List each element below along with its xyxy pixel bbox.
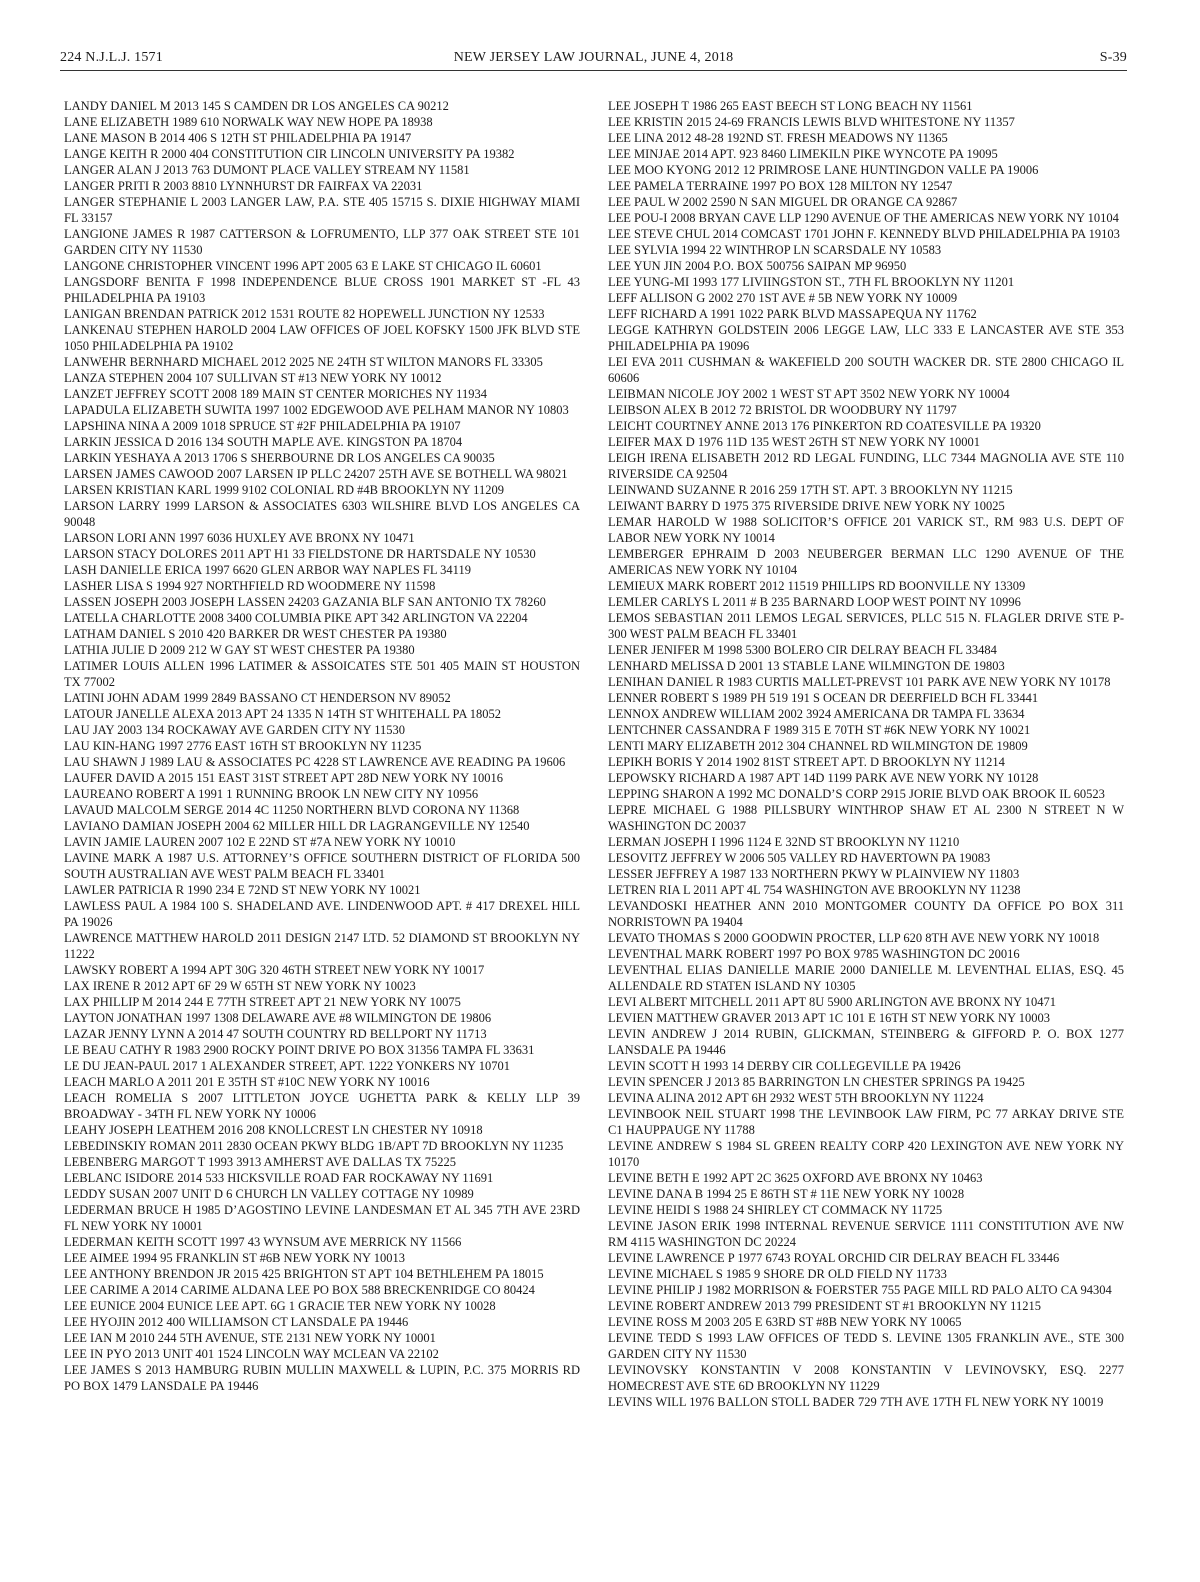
attorney-entry: LEBENBERG MARGOT T 1993 3913 AMHERST AVE DALLAS TX 75225 xyxy=(64,1155,457,1169)
attorney-entry: LEACH ROMELIA S 2007 LITTLETON JOYCE UGHETTA PARK & KELLY LLP 39 BROADWAY - 34TH FL NEW YORK NY 10006 xyxy=(64,1091,580,1121)
attorney-entry: LANE ELIZABETH 1989 610 NORWALK WAY NEW HOPE PA 18938 xyxy=(64,115,433,129)
attorney-entry: LEE YUNG-MI 1993 177 LIVIINGSTON ST., 7TH FL BROOKLYN NY 11201 xyxy=(608,275,1015,289)
attorney-entry: LEMIEUX MARK ROBERT 2012 11519 PHILLIPS RD BOONVILLE NY 13309 xyxy=(608,579,1026,593)
attorney-entry: LEVIN SPENCER J 2013 85 BARRINGTON LN CHESTER SPRINGS PA 19425 xyxy=(608,1075,1025,1089)
attorney-entry: LEIFER MAX D 1976 11D 135 WEST 26TH ST NEW YORK NY 10001 xyxy=(608,435,980,449)
attorney-entry: LANE MASON B 2014 406 S 12TH ST PHILADELPHIA PA 19147 xyxy=(64,131,412,145)
attorney-entry: LAPADULA ELIZABETH SUWITA 1997 1002 EDGEWOOD AVE PELHAM MANOR NY 10803 xyxy=(64,403,569,417)
attorney-entry: LANKENAU STEPHEN HAROLD 2004 LAW OFFICES OF JOEL KOFSKY 1500 JFK BLVD STE 1050 PHILADELPHIA PA 19102 xyxy=(64,323,580,353)
attorney-entry: LAVIN JAMIE LAUREN 2007 102 E 22ND ST #7A NEW YORK NY 10010 xyxy=(64,835,456,849)
attorney-entry: LAUREANO ROBERT A 1991 1 RUNNING BROOK LN NEW CITY NY 10956 xyxy=(64,787,479,801)
attorney-entry: LEIBMAN NICOLE JOY 2002 1 WEST ST APT 3502 NEW YORK NY 10004 xyxy=(608,387,1010,401)
attorney-entry: LAVAUD MALCOLM SERGE 2014 4C 11250 NORTHERN BLVD CORONA NY 11368 xyxy=(64,803,520,817)
attorney-entry: LASH DANIELLE ERICA 1997 6620 GLEN ARBOR WAY NAPLES FL 34119 xyxy=(64,563,471,577)
attorney-entry: LEE SYLVIA 1994 22 WINTHROP LN SCARSDALE NY 10583 xyxy=(608,243,942,257)
attorney-entry: LEE MINJAE 2014 APT. 923 8460 LIMEKILN PIKE WYNCOTE PA 19095 xyxy=(608,147,998,161)
attorney-entry: LEVINE BETH E 1992 APT 2C 3625 OXFORD AVE BRONX NY 10463 xyxy=(608,1171,983,1185)
attorney-entry: LEINWAND SUZANNE R 2016 259 17TH ST. APT. 3 BROOKLYN NY 11215 xyxy=(608,483,1013,497)
attorney-entry: LE DU JEAN-PAUL 2017 1 ALEXANDER STREET, APT. 1222 YONKERS NY 10701 xyxy=(64,1059,510,1073)
attorney-entry: LEE JOSEPH T 1986 265 EAST BEECH ST LONG BEACH NY 11561 xyxy=(608,99,973,113)
attorney-entry: LANWEHR BERNHARD MICHAEL 2012 2025 NE 24TH ST WILTON MANORS FL 33305 xyxy=(64,355,543,369)
attorney-entry: LAUFER DAVID A 2015 151 EAST 31ST STREET APT 28D NEW YORK NY 10016 xyxy=(64,771,504,785)
attorney-entry: LANGONE CHRISTOPHER VINCENT 1996 APT 2005 63 E LAKE ST CHICAGO IL 60601 xyxy=(64,259,542,273)
attorney-entry: LARSON STACY DOLORES 2011 APT H1 33 FIELDSTONE DR HARTSDALE NY 10530 xyxy=(64,547,536,561)
attorney-entry: LANZA STEPHEN 2004 107 SULLIVAN ST #13 NEW YORK NY 10012 xyxy=(64,371,442,385)
attorney-entry: LEVINE TEDD S 1993 LAW OFFICES OF TEDD S. LEVINE 1305 FRANKLIN AVE., STE 300 GARDEN CITY NY 11530 xyxy=(608,1331,1124,1361)
attorney-entry: LEVINOVSKY KONSTANTIN V 2008 KONSTANTIN V LEVINOVSKY, ESQ. 2277 HOMECREST AVE STE 6D BROOKLYN NY 11229 xyxy=(608,1363,1124,1393)
attorney-entry: LAX IRENE R 2012 APT 6F 29 W 65TH ST NEW YORK NY 10023 xyxy=(64,979,416,993)
attorney-entry: LATINI JOHN ADAM 1999 2849 BASSANO CT HENDERSON NV 89052 xyxy=(64,691,451,705)
attorney-entry: LENNER ROBERT S 1989 PH 519 191 S OCEAN DR DEERFIELD BCH FL 33441 xyxy=(608,691,1039,705)
attorney-entry: LATHAM DANIEL S 2010 420 BARKER DR WEST CHESTER PA 19380 xyxy=(64,627,447,641)
attorney-entry: LAU JAY 2003 134 ROCKAWAY AVE GARDEN CITY NY 11530 xyxy=(64,723,406,737)
attorney-entry: LEPIKH BORIS Y 2014 1902 81ST STREET APT. D BROOKLYN NY 11214 xyxy=(608,755,1005,769)
attorney-entry: LEDERMAN BRUCE H 1985 D’AGOSTINO LEVINE LANDESMAN ET AL 345 7TH AVE 23RD FL NEW YORK NY 10001 xyxy=(64,1203,580,1233)
attorney-entry: LEFF RICHARD A 1991 1022 PARK BLVD MASSAPEQUA NY 11762 xyxy=(608,307,977,321)
page-header xyxy=(60,48,1127,68)
attorney-entry: LEVINE DANA B 1994 25 E 86TH ST # 11E NEW YORK NY 10028 xyxy=(608,1187,965,1201)
attorney-entry: LESSER JEFFREY A 1987 133 NORTHERN PKWY W PLAINVIEW NY 11803 xyxy=(608,867,1020,881)
attorney-entry: LEVINE ROSS M 2003 205 E 63RD ST #8B NEW YORK NY 10065 xyxy=(608,1315,962,1329)
attorney-entry: LEVENTHAL MARK ROBERT 1997 PO BOX 9785 WASHINGTON DC 20016 xyxy=(608,947,1020,961)
attorney-entry: LARSEN KRISTIAN KARL 1999 9102 COLONIAL RD #4B BROOKLYN NY 11209 xyxy=(64,483,504,497)
attorney-entry: LENTI MARY ELIZABETH 2012 304 CHANNEL RD WILMINGTON DE 19809 xyxy=(608,739,1028,753)
attorney-entry: LANGER PRITI R 2003 8810 LYNNHURST DR FAIRFAX VA 22031 xyxy=(64,179,423,193)
attorney-entry: LEMLER CARLYS L 2011 # B 235 BARNARD LOOP WEST POINT NY 10996 xyxy=(608,595,1021,609)
attorney-entry: LEVINE ROBERT ANDREW 2013 799 PRESIDENT ST #1 BROOKLYN NY 11215 xyxy=(608,1299,1041,1313)
attorney-entry: LEDDY SUSAN 2007 UNIT D 6 CHURCH LN VALLEY COTTAGE NY 10989 xyxy=(64,1187,474,1201)
attorney-entry: LEE IN PYO 2013 UNIT 401 1524 LINCOLN WAY MCLEAN VA 22102 xyxy=(64,1347,439,1361)
attorney-entry: LEI EVA 2011 CUSHMAN & WAKEFIELD 200 SOUTH WACKER DR. STE 2800 CHICAGO IL 60606 xyxy=(608,355,1124,385)
attorney-entry: LEPRE MICHAEL G 1988 PILLSBURY WINTHROP SHAW ET AL 2300 N STREET N W WASHINGTON DC 20037 xyxy=(608,803,1124,833)
attorney-entry: LAZAR JENNY LYNN A 2014 47 SOUTH COUNTRY RD BELLPORT NY 11713 xyxy=(64,1027,487,1041)
attorney-entry: LEE LINA 2012 48-28 192ND ST. FRESH MEADOWS NY 11365 xyxy=(608,131,948,145)
attorney-entry: LEE KRISTIN 2015 24-69 FRANCIS LEWIS BLVD WHITESTONE NY 11357 xyxy=(608,115,1015,129)
attorney-entry: LANGER STEPHANIE L 2003 LANGER LAW, P.A. STE 405 15715 S. DIXIE HIGHWAY MIAMI FL 33157 xyxy=(64,195,580,225)
attorney-entry: LEBLANC ISIDORE 2014 533 HICKSVILLE ROAD FAR ROCKAWAY NY 11691 xyxy=(64,1171,494,1185)
attorney-entry: LEE EUNICE 2004 EUNICE LEE APT. 6G 1 GRACIE TER NEW YORK NY 10028 xyxy=(64,1299,496,1313)
attorney-entry: LEVIEN MATTHEW GRAVER 2013 APT 1C 101 E 16TH ST NEW YORK NY 10003 xyxy=(608,1011,1051,1025)
attorney-entry: LEVINE ANDREW S 1984 SL GREEN REALTY CORP 420 LEXINGTON AVE NEW YORK NY 10170 xyxy=(608,1139,1124,1169)
attorney-entry: LETREN RIA L 2011 APT 4L 754 WASHINGTON AVE BROOKLYN NY 11238 xyxy=(608,883,1021,897)
attorney-entry: LEMBERGER EPHRAIM D 2003 NEUBERGER BERMAN LLC 1290 AVENUE OF THE AMERICAS NEW YORK NY 10104 xyxy=(608,547,1124,577)
attorney-entry: LEVENTHAL ELIAS DANIELLE MARIE 2000 DANIELLE M. LEVENTHAL ELIAS, ESQ. 45 ALLENDALE RD STATEN ISLAND NY 10305 xyxy=(608,963,1124,993)
attorney-entry: LEE CARIME A 2014 CARIME ALDANA LEE PO BOX 588 BRECKENRIDGE CO 80424 xyxy=(64,1283,535,1297)
header-publication-title: NEW JERSEY LAW JOURNAL, JUNE 4, 2018 xyxy=(453,50,734,65)
attorney-entry: LEE STEVE CHUL 2014 COMCAST 1701 JOHN F. KENNEDY BLVD PHILADELPHIA PA 19103 xyxy=(608,227,1120,241)
attorney-entry: LARSEN JAMES CAWOOD 2007 LARSEN IP PLLC 24207 25TH AVE SE BOTHELL WA 98021 xyxy=(64,467,568,481)
attorney-entry: LEE IAN M 2010 244 5TH AVENUE, STE 2131 NEW YORK NY 10001 xyxy=(64,1331,436,1345)
attorney-entry: LEVINE MICHAEL S 1985 9 SHORE DR OLD FIELD NY 11733 xyxy=(608,1267,947,1281)
attorney-entry: LENTCHNER CASSANDRA F 1989 315 E 70TH ST #6K NEW YORK NY 10021 xyxy=(608,723,1031,737)
attorney-entry: LEPPING SHARON A 1992 MC DONALD’S CORP 2915 JORIE BLVD OAK BROOK IL 60523 xyxy=(608,787,1105,801)
attorney-entry: LEVINS WILL 1976 BALLON STOLL BADER 729 7TH AVE 17TH FL NEW YORK NY 10019 xyxy=(608,1395,1104,1409)
attorney-entry: LEACH MARLO A 2011 201 E 35TH ST #10C NEW YORK NY 10016 xyxy=(64,1075,430,1089)
attorney-entry: LAWLER PATRICIA R 1990 234 E 72ND ST NEW YORK NY 10021 xyxy=(64,883,421,897)
attorney-entry: LATHIA JULIE D 2009 212 W GAY ST WEST CHESTER PA 19380 xyxy=(64,643,415,657)
attorney-entry: LEVIN SCOTT H 1993 14 DERBY CIR COLLEGEVILLE PA 19426 xyxy=(608,1059,961,1073)
attorney-entry: LEE POU-I 2008 BRYAN CAVE LLP 1290 AVENUE OF THE AMERICAS NEW YORK NY 10104 xyxy=(608,211,1119,225)
attorney-entry: LEE JAMES S 2013 HAMBURG RUBIN MULLIN MAXWELL & LUPIN, P.C. 375 MORRIS RD PO BOX 1479 LANSDALE PA 19446 xyxy=(64,1363,580,1393)
attorney-entry: LAWLESS PAUL A 1984 100 S. SHADELAND AVE. LINDENWOOD APT. # 417 DREXEL HILL PA 19026 xyxy=(64,899,580,929)
attorney-entry: LAU SHAWN J 1989 LAU & ASSOCIATES PC 4228 ST LAWRENCE AVE READING PA 19606 xyxy=(64,755,566,769)
attorney-entry: LARKIN JESSICA D 2016 134 SOUTH MAPLE AVE. KINGSTON PA 18704 xyxy=(64,435,463,449)
attorney-entry: LEICHT COURTNEY ANNE 2013 176 PINKERTON RD COATESVILLE PA 19320 xyxy=(608,419,1041,433)
attorney-entry: LAWSKY ROBERT A 1994 APT 30G 320 46TH STREET NEW YORK NY 10017 xyxy=(64,963,485,977)
header-citation: 224 N.J.L.J. 1571 xyxy=(60,50,163,65)
attorney-entry: LEVINA ALINA 2012 APT 6H 2932 WEST 5TH BROOKLYN NY 11224 xyxy=(608,1091,984,1105)
attorney-entry: LAVINE MARK A 1987 U.S. ATTORNEY’S OFFICE SOUTHERN DISTRICT OF FLORIDA 500 SOUTH AUSTRALIAN AVE WEST PALM BEACH FL 33401 xyxy=(64,851,580,881)
attorney-entry: LARSON LARRY 1999 LARSON & ASSOCIATES 6303 WILSHIRE BLVD LOS ANGELES CA 90048 xyxy=(64,499,580,529)
attorney-entry: LE BEAU CATHY R 1983 2900 ROCKY POINT DRIVE PO BOX 31356 TAMPA FL 33631 xyxy=(64,1043,535,1057)
attorney-entry: LENIHAN DANIEL R 1983 CURTIS MALLET-PREVST 101 PARK AVE NEW YORK NY 10178 xyxy=(608,675,1111,689)
header-rule xyxy=(60,70,1127,71)
attorney-entry: LARSON LORI ANN 1997 6036 HUXLEY AVE BRONX NY 10471 xyxy=(64,531,415,545)
attorney-entry: LATOUR JANELLE ALEXA 2013 APT 24 1335 N 14TH ST WHITEHALL PA 18052 xyxy=(64,707,502,721)
attorney-entry: LEVANDOSKI HEATHER ANN 2010 MONTGOMER COUNTY DA OFFICE PO BOX 311 NORRISTOWN PA 19404 xyxy=(608,899,1124,929)
attorney-entry: LEAHY JOSEPH LEATHEM 2016 208 KNOLLCREST LN CHESTER NY 10918 xyxy=(64,1123,483,1137)
attorney-entry: LEE MOO KYONG 2012 12 PRIMROSE LANE HUNTINGDON VALLE PA 19006 xyxy=(608,163,1039,177)
attorney-entry: LANZET JEFFREY SCOTT 2008 189 MAIN ST CENTER MORICHES NY 11934 xyxy=(64,387,487,401)
attorney-entry: LARKIN YESHAYA A 2013 1706 S SHERBOURNE DR LOS ANGELES CA 90035 xyxy=(64,451,495,465)
attorney-entry: LEMOS SEBASTIAN 2011 LEMOS LEGAL SERVICES, PLLC 515 N. FLAGLER DRIVE STE P-300 WEST PALM BEACH FL 33401 xyxy=(608,611,1124,641)
attorney-entry: LEE HYOJIN 2012 400 WILLIAMSON CT LANSDALE PA 19446 xyxy=(64,1315,409,1329)
attorney-entry: LEVINBOOK NEIL STUART 1998 THE LEVINBOOK LAW FIRM, PC 77 ARKAY DRIVE STE C1 HAUPPAUGE NY 11788 xyxy=(608,1107,1124,1137)
attorney-entry: LANGE KEITH R 2000 404 CONSTITUTION CIR LINCOLN UNIVERSITY PA 19382 xyxy=(64,147,515,161)
attorney-entry: LEIBSON ALEX B 2012 72 BRISTOL DR WOODBURY NY 11797 xyxy=(608,403,957,417)
attorney-entry: LASSEN JOSEPH 2003 JOSEPH LASSEN 24203 GAZANIA BLF SAN ANTONIO TX 78260 xyxy=(64,595,546,609)
right-column xyxy=(608,98,1124,1410)
attorney-entry: LEIWANT BARRY D 1975 375 RIVERSIDE DRIVE NEW YORK NY 10025 xyxy=(608,499,1005,513)
attorney-entry: LAWRENCE MATTHEW HAROLD 2011 DESIGN 2147 LTD. 52 DIAMOND ST BROOKLYN NY 11222 xyxy=(64,931,580,961)
attorney-entry: LEGGE KATHRYN GOLDSTEIN 2006 LEGGE LAW, LLC 333 E LANCASTER AVE STE 353 PHILADELPHIA PA 19096 xyxy=(608,323,1124,353)
attorney-entry: LEBEDINSKIY ROMAN 2011 2830 OCEAN PKWY BLDG 1B/APT 7D BROOKLYN NY 11235 xyxy=(64,1139,564,1153)
attorney-entry: LENHARD MELISSA D 2001 13 STABLE LANE WILMINGTON DE 19803 xyxy=(608,659,1005,673)
attorney-entry: LANGIONE JAMES R 1987 CATTERSON & LOFRUMENTO, LLP 377 OAK STREET STE 101 GARDEN CITY NY 11530 xyxy=(64,227,580,257)
attorney-entry: LENNOX ANDREW WILLIAM 2002 3924 AMERICANA DR TAMPA FL 33634 xyxy=(608,707,1025,721)
attorney-entry: LAU KIN-HANG 1997 2776 EAST 16TH ST BROOKLYN NY 11235 xyxy=(64,739,422,753)
attorney-entry: LEPOWSKY RICHARD A 1987 APT 14D 1199 PARK AVE NEW YORK NY 10128 xyxy=(608,771,1039,785)
attorney-entry: LEVINE PHILIP J 1982 MORRISON & FOERSTER 755 PAGE MILL RD PALO ALTO CA 94304 xyxy=(608,1283,1112,1297)
attorney-entry: LAVIANO DAMIAN JOSEPH 2004 62 MILLER HILL DR LAGRANGEVILLE NY 12540 xyxy=(64,819,530,833)
attorney-entry: LEVINE JASON ERIK 1998 INTERNAL REVENUE SERVICE 1111 CONSTITUTION AVE NW RM 4115 WASHINGTON DC 20224 xyxy=(608,1219,1124,1249)
attorney-entry: LEVATO THOMAS S 2000 GOODWIN PROCTER, LLP 620 8TH AVE NEW YORK NY 10018 xyxy=(608,931,1100,945)
attorney-entry: LEE ANTHONY BRENDON JR 2015 425 BRIGHTON ST APT 104 BETHLEHEM PA 18015 xyxy=(64,1267,544,1281)
attorney-entry: LANGSDORF BENITA F 1998 INDEPENDENCE BLUE CROSS 1901 MARKET ST -FL 43 PHILADELPHIA PA 19103 xyxy=(64,275,580,305)
attorney-entry: LEVIN ANDREW J 2014 RUBIN, GLICKMAN, STEINBERG & GIFFORD P. O. BOX 1277 LANSDALE PA 19446 xyxy=(608,1027,1124,1057)
attorney-entry: LAPSHINA NINA A 2009 1018 SPRUCE ST #2F PHILADELPHIA PA 19107 xyxy=(64,419,461,433)
header-page-number: S-39 xyxy=(1099,50,1127,65)
attorney-entry: LEVINE LAWRENCE P 1977 6743 ROYAL ORCHID CIR DELRAY BEACH FL 33446 xyxy=(608,1251,1060,1265)
left-column xyxy=(64,98,580,1394)
attorney-entry: LEE PAMELA TERRAINE 1997 PO BOX 128 MILTON NY 12547 xyxy=(608,179,953,193)
attorney-entry: LENER JENIFER M 1998 5300 BOLERO CIR DELRAY BEACH FL 33484 xyxy=(608,643,997,657)
attorney-entry: LAYTON JONATHAN 1997 1308 DELAWARE AVE #8 WILMINGTON DE 19806 xyxy=(64,1011,492,1025)
attorney-entry: LEE PAUL W 2002 2590 N SAN MIGUEL DR ORANGE CA 92867 xyxy=(608,195,958,209)
attorney-entry: LANIGAN BRENDAN PATRICK 2012 1531 ROUTE 82 HOPEWELL JUNCTION NY 12533 xyxy=(64,307,545,321)
attorney-entry: LEE YUN JIN 2004 P.O. BOX 500756 SAIPAN MP 96950 xyxy=(608,259,907,273)
attorney-entry: LEVI ALBERT MITCHELL 2011 APT 8U 5900 ARLINGTON AVE BRONX NY 10471 xyxy=(608,995,1056,1009)
attorney-entry: LEDERMAN KEITH SCOTT 1997 43 WYNSUM AVE MERRICK NY 11566 xyxy=(64,1235,462,1249)
attorney-entry: LASHER LISA S 1994 927 NORTHFIELD RD WOODMERE NY 11598 xyxy=(64,579,436,593)
attorney-entry: LEVINE HEIDI S 1988 24 SHIRLEY CT COMMACK NY 11725 xyxy=(608,1203,943,1217)
attorney-entry: LESOVITZ JEFFREY W 2006 505 VALLEY RD HAVERTOWN PA 19083 xyxy=(608,851,991,865)
attorney-entry: LAX PHILLIP M 2014 244 E 77TH STREET APT 21 NEW YORK NY 10075 xyxy=(64,995,461,1009)
attorney-entry: LANGER ALAN J 2013 763 DUMONT PLACE VALLEY STREAM NY 11581 xyxy=(64,163,470,177)
attorney-entry: LEMAR HAROLD W 1988 SOLICITOR’S OFFICE 201 VARICK ST., RM 983 U.S. DEPT OF LABOR NEW YORK NY 10014 xyxy=(608,515,1124,545)
attorney-entry: LEFF ALLISON G 2002 270 1ST AVE # 5B NEW YORK NY 10009 xyxy=(608,291,958,305)
attorney-entry: LATIMER LOUIS ALLEN 1996 LATIMER & ASSOICATES STE 501 405 MAIN ST HOUSTON TX 77002 xyxy=(64,659,580,689)
attorney-entry: LANDY DANIEL M 2013 145 S CAMDEN DR LOS ANGELES CA 90212 xyxy=(64,99,449,113)
attorney-entry: LEE AIMEE 1994 95 FRANKLIN ST #6B NEW YORK NY 10013 xyxy=(64,1251,405,1265)
attorney-entry: LATELLA CHARLOTTE 2008 3400 COLUMBIA PIKE APT 342 ARLINGTON VA 22204 xyxy=(64,611,528,625)
attorney-entry: LERMAN JOSEPH I 1996 1124 E 32ND ST BROOKLYN NY 11210 xyxy=(608,835,960,849)
attorney-entry: LEIGH IRENA ELISABETH 2012 RD LEGAL FUNDING, LLC 7344 MAGNOLIA AVE STE 110 RIVERSIDE CA 92504 xyxy=(608,451,1124,481)
